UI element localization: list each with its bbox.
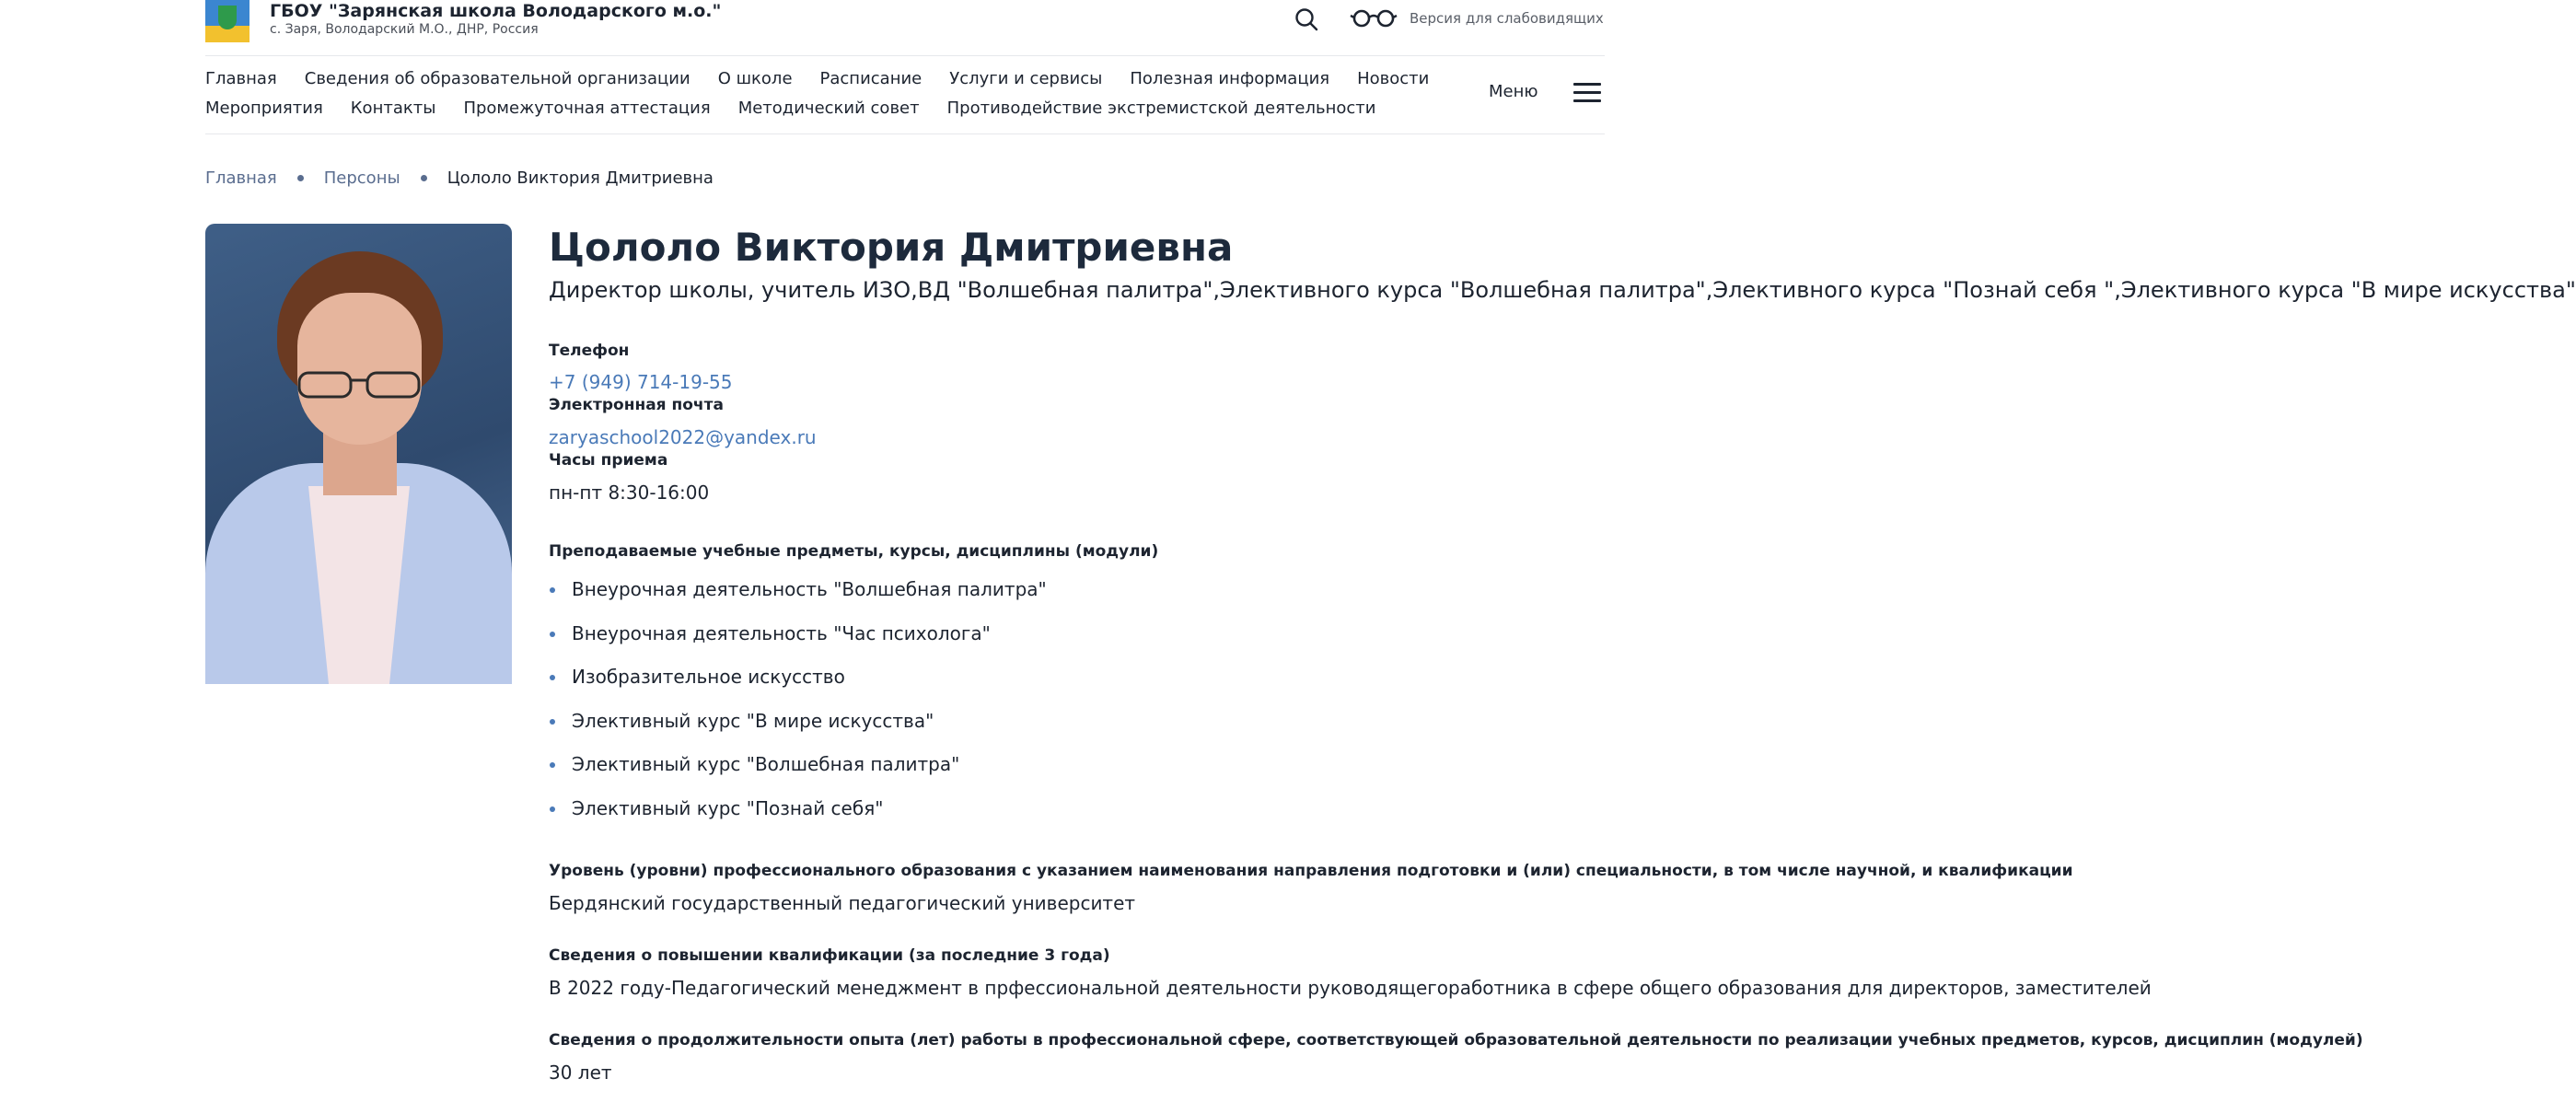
experience-value: 30 лет (549, 1061, 612, 1084)
phone-label: Телефон (549, 342, 630, 360)
page (205, 0, 2576, 1084)
subjects-list (549, 577, 1047, 841)
nav-item-home[interactable]: Главная (205, 69, 277, 88)
glasses-icon[interactable] (1351, 8, 1397, 29)
nav-item-events[interactable]: Мероприятия (205, 99, 323, 118)
site-header (205, 0, 1605, 56)
breadcrumb-persons[interactable]: Персоны (323, 168, 400, 188)
list-item: Элективный курс "Познай себя" (549, 796, 1047, 841)
subjects-label: Преподаваемые учебные предметы, курсы, дисциплины (модули) (549, 542, 1159, 561)
list-item: Элективный курс "Волшебная палитра" (549, 752, 1047, 796)
education-label: Уровень (уровни) профессионального образования с указанием наименования направления подготовки и (или) специальности, в том числе научной, и квалификации (549, 862, 2073, 880)
nav-item-attestation[interactable]: Промежуточная аттестация (463, 99, 711, 118)
email-link[interactable]: zaryaschool2022@yandex.ru (549, 426, 817, 448)
person-position: Директор школы, учитель ИЗО,ВД "Волшебная палитра",Элективного курса "Волшебная палитра",Элективного курса "Познай себя ",Элективного курса "В мире искусства" (549, 277, 2576, 303)
nav-item-about[interactable]: О школе (717, 69, 793, 88)
nav-item-schedule[interactable]: Расписание (819, 69, 922, 88)
main-nav (205, 56, 1605, 134)
email-label: Электронная почта (549, 396, 724, 414)
nav-row-2 (205, 99, 1375, 118)
menu-button-label[interactable]: Меню (1489, 82, 1538, 101)
list-item: Изобразительное искусство (549, 665, 1047, 709)
school-logo[interactable] (205, 0, 249, 42)
person-photo (205, 224, 512, 684)
hamburger-menu-icon[interactable] (1573, 83, 1601, 103)
breadcrumb-separator-icon (297, 175, 304, 181)
nav-row-1 (205, 69, 1429, 88)
list-item: Внеурочная деятельность "Час психолога" (549, 621, 1047, 666)
list-item: Элективный курс "В мире искусства" (549, 709, 1047, 753)
nav-item-org-info[interactable]: Сведения об образовательной организации (304, 69, 690, 88)
nav-item-useful-info[interactable]: Полезная информация (1130, 69, 1330, 88)
phone-link[interactable]: +7 (949) 714-19-55 (549, 371, 733, 393)
breadcrumb-current: Цололо Виктория Дмитриевна (447, 168, 714, 188)
qualification-label: Сведения о повышении квалификации (за последние 3 года) (549, 946, 1110, 965)
search-icon[interactable] (1294, 7, 1318, 31)
school-address: с. Заря, Володарский М.О., ДНР, Россия (270, 22, 539, 37)
list-item: Внеурочная деятельность "Волшебная палитра" (549, 577, 1047, 621)
experience-label: Сведения о продолжительности опыта (лет) работы в профессиональной сфере, соответствующей образовательной деятельности по реализации учебных предметов, курсов, дисциплин (модулей) (549, 1031, 2363, 1050)
qualification-value: В 2022 году-Педагогический менеджмент в прфессиональной деятельности руководящегоработника в сфере общего образования для директоров, заместителей (549, 977, 2152, 999)
hours-label: Часы приема (549, 451, 668, 470)
education-value: Бердянский государственный педагогический университет (549, 892, 1136, 914)
school-name[interactable]: ГБОУ "Зарянская школа Володарского м.о." (270, 1, 722, 21)
low-vision-link[interactable]: Версия для слабовидящих (1410, 10, 1604, 27)
breadcrumb-home[interactable]: Главная (205, 168, 277, 188)
nav-item-method-council[interactable]: Методический совет (737, 99, 920, 118)
breadcrumb (205, 168, 714, 188)
nav-item-services[interactable]: Услуги и сервисы (949, 69, 1103, 88)
breadcrumb-separator-icon (421, 175, 427, 181)
nav-item-contacts[interactable]: Контакты (350, 99, 436, 118)
person-name: Цололо Виктория Дмитриевна (549, 225, 1234, 270)
nav-item-anti-extremism[interactable]: Противодействие экстремистской деятельности (946, 99, 1376, 118)
nav-item-news[interactable]: Новости (1357, 69, 1430, 88)
hours-value: пн-пт 8:30-16:00 (549, 481, 710, 504)
